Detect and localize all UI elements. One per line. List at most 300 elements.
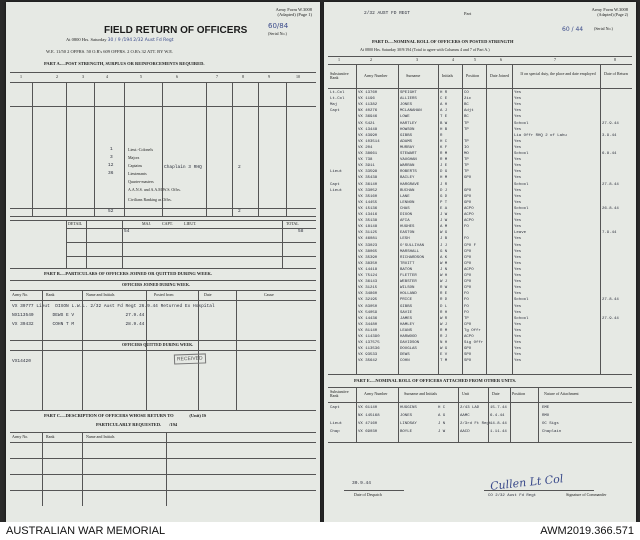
rank-label: Civilians Ranking as Offrs. (128, 197, 172, 202)
cell-no: VX 14455 (358, 200, 378, 205)
cell-unit: 2/43 LAD (460, 406, 480, 410)
cell-ini: J B (440, 237, 448, 242)
cell-pos: Tg Offr (464, 328, 481, 333)
cell-pos: CPO (464, 255, 472, 260)
we-number: 12 (108, 163, 114, 168)
cell-name: GIBBS (400, 304, 413, 309)
cell-note: Yes (514, 200, 522, 205)
stamp: RECEIVED (174, 353, 206, 364)
cell-pos: TP (464, 121, 469, 126)
cell-ini: J J (440, 243, 448, 248)
rank-label: Lieutenants (128, 171, 147, 176)
col-num: 2 (56, 74, 58, 79)
cell-note: Yes (514, 341, 522, 346)
cell-pos: SPO (464, 353, 472, 358)
cell-name: WEBSTER (400, 280, 417, 285)
cell-date: 6.4.44 (490, 414, 505, 418)
col-head: Army No. (12, 292, 29, 297)
cell-rank: Capt (330, 406, 340, 410)
signature-label: Signature of Commander (566, 492, 607, 497)
cell-ini: W M (440, 261, 448, 266)
cell-pos: MO (464, 152, 469, 156)
cell-ini: B W (440, 121, 448, 126)
cell-ini: A G (438, 414, 446, 418)
cell-note: Yes (514, 164, 522, 169)
cell-name: LOWE (400, 115, 410, 120)
cell-ini: J W (440, 213, 448, 217)
archive-footer (0, 522, 640, 540)
col-num: 8 (242, 74, 244, 79)
cell-no: VX 36946 (358, 115, 378, 120)
cell-note: Yes (514, 243, 522, 248)
cell-d8: 7.9.44 (602, 231, 617, 236)
cell-name: EASTON (400, 231, 415, 236)
cell-no: VX 31215 (358, 286, 378, 291)
cell-no: VX 47160 (358, 422, 378, 426)
cell-rank: Chap (330, 430, 340, 434)
serial-label: (Serial No.) (594, 26, 613, 31)
cell-no: VX 69030 (358, 430, 378, 434)
cell-name: DIXON (400, 213, 413, 217)
cell-no: VX 93533 (358, 353, 378, 358)
cell-note: Yes (514, 225, 522, 230)
cell-ini: E A (440, 206, 448, 211)
cell-name: JONES (400, 414, 413, 418)
rank-label: Lieut.-Colonels (128, 147, 153, 152)
cell-name: DAVIDSON (400, 341, 420, 346)
cell-pos: 2ic (464, 97, 472, 102)
cell-note: Yes (514, 213, 522, 217)
we-number: 1 (110, 147, 113, 152)
cell-name: FLETTER (400, 274, 417, 278)
part-e-heading: PART E.—NOMINAL ROLL OF OFFICERS ATTACHED FROM OTHER UNITS. (354, 378, 517, 383)
cell-name: HARTLEY (400, 121, 417, 126)
part-a-heading: PART A.—POST STRENGTH, SURPLUS OR REINFORCEMENTS REQUIRED. (44, 61, 205, 66)
quitted-heading: OFFICERS QUITTED DURING WEEK. (122, 342, 194, 347)
cell-note: Yes (514, 194, 522, 199)
col-head: Rank (46, 434, 55, 439)
cell-no: VX 14436 (358, 316, 378, 321)
cell-ini: J N (438, 422, 446, 426)
cell-pos: Adjt (464, 109, 474, 114)
cell-d8: 27.8.44 (602, 182, 619, 187)
cell-ini: W J (440, 322, 448, 327)
col-head: Surname and Initials (404, 391, 438, 396)
col-num: 5 (140, 74, 142, 79)
cell-att: OC Sigs (542, 422, 559, 426)
col-head: Date (204, 292, 212, 297)
cell-note: Yes (514, 145, 522, 150)
cell-name: HAMLEY (400, 322, 415, 327)
cell-no: VX 83050 (358, 304, 378, 309)
cell-pos: TP (464, 164, 469, 169)
cell-no: VX 35390 (358, 255, 378, 260)
cell-no: VX 33598 (358, 170, 378, 175)
cell-no: VX 61140 (358, 406, 378, 410)
cell-pos: CPO (464, 322, 472, 327)
cell-no: VX 204 (358, 145, 373, 150)
col-num: 5 (474, 57, 476, 62)
detail-value: 54 (124, 229, 130, 234)
cell-no: NX 40276 (358, 109, 378, 114)
cell-pos: CPO (464, 286, 472, 291)
cell-date: 14.8.44 (490, 422, 507, 426)
cell-note: Yes (514, 261, 522, 266)
col-head: Name and Initials (86, 434, 115, 439)
cell-name: GIBBS (400, 133, 413, 138)
cell-note: Yes (514, 322, 522, 327)
cell-name: BUCHAN (400, 188, 415, 193)
cell-name: ROBERTS (400, 170, 417, 175)
cell-rank: Capt (330, 109, 340, 114)
col-head: Position (466, 73, 480, 78)
cell-ini: G N (440, 249, 448, 254)
cell-no: VX 18148 (358, 225, 378, 230)
cell-ini: P T (440, 200, 448, 205)
cell-ini: T E (440, 115, 448, 120)
part-c-heading: PART C.—DESCRIPTION OF OFFICERS WHOSE RETURN TO (Unit) IS (44, 413, 207, 418)
cell-pos: GPO (464, 194, 472, 199)
cell-note: Yes (514, 139, 522, 144)
cell-no: VX 15136 (358, 206, 378, 211)
cell-ini: J E (440, 164, 448, 169)
part-c-subheading: PARTICULARLY REQUESTED. /194 (96, 422, 178, 427)
cell-name: JONES (400, 103, 413, 108)
cell-name: HOWSON (400, 127, 415, 132)
cell-no: VX 43990 (358, 133, 378, 138)
cell-note: Yes (514, 335, 522, 339)
we-line: W.E. 11/50 2 OFFRS. 50 O.R's 609 OFFRS. 2 O.R's 32 ATT. BY W.E. (46, 49, 174, 54)
cell-att: RMO (542, 414, 550, 418)
cell-pos: IO (464, 145, 469, 150)
form-ref: Army Form W.3008 (Adapted) (Page 2) (591, 7, 628, 17)
cell-no: VX 38065 (358, 249, 378, 254)
cell-rank: Lt-Col (330, 97, 345, 102)
cell-ini: D J (440, 188, 448, 193)
col-num: 4 (452, 57, 454, 62)
rank-label: Captains (128, 163, 142, 168)
cell-pos: FO (464, 292, 469, 297)
cell-no: VX 137575 (358, 341, 380, 346)
col-head: Nature of Attachment (544, 391, 579, 396)
cell-note: Yes (514, 328, 522, 333)
cell-pos: FO (464, 237, 469, 242)
cell-note: Yes (514, 286, 522, 291)
total-a: 52 (108, 209, 114, 214)
cell-note: School (514, 182, 529, 187)
cell-note: Yes (514, 176, 522, 181)
cell-name: HOLLAND (400, 292, 417, 297)
cell-pos: FO (464, 310, 469, 315)
commander-unit: CO 2/32 Aust Fd Regt (488, 494, 537, 498)
cell-ini: K F (440, 145, 448, 150)
cell-pos: FO (464, 225, 469, 230)
cell-no: VX 113536 (358, 347, 380, 352)
col-head: If on special duty, the place and date employed (520, 71, 596, 76)
cell-name: HARGRAVE (400, 182, 420, 187)
cell-note: Yes (514, 280, 522, 285)
cell-name: MARSHALL (400, 249, 420, 254)
serial-number: 60 / 44 (562, 26, 584, 33)
cell-no: VX 38661 (358, 152, 378, 156)
cell-ini: A M (440, 225, 448, 230)
cell-date: 15.7.44 (490, 406, 507, 410)
cell-name: LENNON (400, 200, 415, 205)
rank-label: Quarter-masters (128, 179, 154, 184)
cell-pos: TP (464, 127, 469, 132)
joined-heading: OFFICERS JOINED DURING WEEK. (122, 282, 190, 287)
cell-note: Yes (514, 97, 522, 102)
cell-name: ADAMS (400, 139, 413, 144)
we-number: 36 (108, 171, 114, 176)
detail-label: LIEUT. (184, 221, 197, 226)
commander-signature: Cullen Lt Col (489, 472, 564, 493)
cell-no: VX 36143 (358, 280, 378, 285)
cell-ini: D G (440, 170, 448, 175)
cell-name: DEWS (400, 353, 410, 358)
col-num: 8 (614, 57, 616, 62)
cell-note: Yes (514, 115, 522, 120)
col-head: Date (492, 391, 500, 396)
cell-pos: ACPO (464, 206, 474, 211)
cell-note: Yes (514, 274, 522, 278)
cell-note: School (514, 206, 529, 211)
cell-name: JAMES (400, 316, 413, 321)
col-num: 10 (296, 74, 300, 79)
detail-label: DETAIL (68, 221, 83, 226)
cell-note: Yes (514, 237, 522, 242)
cell-no: VX 738 (358, 158, 373, 163)
col-head: Army Number (364, 391, 388, 396)
cell-no: VX 114390 (358, 335, 380, 339)
cell-no: VX 33052 (358, 188, 378, 193)
cell-pos: TP (464, 170, 469, 175)
cell-no: VX 38350 (358, 261, 378, 266)
cell-unit: 2/3rd Ft Regt (460, 422, 492, 426)
cell-no: VX 11382 (358, 103, 378, 108)
cell-pos: ACPO (464, 213, 474, 217)
header-page: Part (464, 11, 472, 16)
cell-no: VX 31125 (358, 231, 378, 236)
col-head: Substantive Rank (330, 389, 349, 398)
cell-ini: G D (440, 194, 448, 199)
rank-label: Majors (128, 155, 140, 160)
cell-no: VX 35160 (358, 194, 378, 199)
cell-note: School (514, 316, 529, 321)
cell-ini: A K (440, 255, 448, 260)
cell-note: Yes (514, 127, 522, 132)
part-b-heading: PART B.—PARTICULARS OF OFFICERS JOINED OR QUITTED DURING WEEK. (44, 271, 212, 276)
cell-no: VX 103514 (358, 139, 380, 144)
cell-name: BAILEY (400, 176, 415, 181)
cell-ini: N H (440, 341, 448, 346)
col-num: 2 (370, 57, 372, 62)
cell-name: COHN (400, 359, 410, 364)
cell-ini: E V (440, 353, 448, 358)
cell-no: VX 13760 (358, 91, 378, 95)
cell-ini: H C (438, 406, 446, 410)
cell-name: MCLANAHAN (400, 109, 422, 114)
quitted-row: VX14420 (12, 359, 31, 364)
cell-ini: J N (440, 267, 448, 272)
col-num: 6 (500, 57, 502, 62)
cell-note: Yes (514, 267, 522, 272)
cell-unit: AAMC (460, 414, 470, 418)
cell-note: Yes (514, 109, 522, 114)
cell-rank: Lieut (330, 188, 343, 193)
cell-d8: 27.9.44 (602, 316, 619, 321)
cell-d8: 27.8.44 (602, 298, 619, 303)
part-d-at: At 0800 Hrs. Saturday 30/9/194 (Total to agree with Columns 4 and 7 of Part A.) (360, 47, 490, 52)
col-num: 3 (416, 57, 418, 62)
detail-value: 58 (298, 229, 304, 234)
cell-pos: TP (464, 316, 469, 321)
cell-no: VX 34480 (358, 322, 378, 327)
cell-att: EME (542, 406, 550, 410)
col-num: 3 (82, 74, 84, 79)
cell-ini: J R (440, 182, 448, 187)
cell-pos: FO (464, 298, 469, 303)
cell-name: SPEIGHT (400, 91, 417, 95)
cell-ini: C E (440, 97, 448, 102)
cell-name: CHAS (400, 206, 410, 211)
cell-note: School (514, 152, 529, 156)
cell-name: HUGHES (400, 225, 415, 230)
cell-ini: A J (440, 109, 448, 114)
cell-name: VAUGHAN (400, 158, 417, 163)
cell-pos: CPO F (464, 243, 477, 248)
detail-label: TOTAL (286, 221, 299, 226)
cell-note: Yes (514, 255, 522, 260)
cell-pos: ACPO (464, 267, 474, 272)
cell-ini: W G (440, 231, 448, 236)
cell-d8: 6.8.44 (602, 152, 617, 156)
cell-name: LINDSAY (400, 422, 417, 426)
cell-name: HUGGINS (400, 406, 417, 410)
col-head: Surname (406, 73, 421, 78)
cell-ini: H C (440, 139, 448, 144)
cell-rank: Lt-Col (330, 91, 345, 95)
cell-name: SAVIE (400, 310, 413, 315)
cell-name: WILSON (400, 286, 415, 291)
despatch-date: 30.9.44 (352, 481, 371, 486)
cell-ini: H M (440, 176, 448, 181)
cell-ini: H R (440, 91, 448, 95)
joined-row: NX113540 DEWS E V 27.9.44 (12, 313, 145, 318)
cell-note: Yes (514, 219, 522, 224)
cell-pos: SPO (464, 359, 472, 364)
joined-row: VX 39432 COHN T M 28.9.44 (12, 322, 145, 327)
cell-pos: CPO (464, 249, 472, 254)
col-head: Date of Return (604, 71, 628, 76)
cell-no: VX 35438 (358, 176, 378, 181)
col-head: Unit (462, 391, 470, 396)
cell-no: VX 35642 (358, 359, 378, 364)
col-head: Substantive Rank (330, 71, 349, 80)
cell-ini: R H (440, 310, 448, 315)
cell-ini: W G (440, 347, 448, 352)
serial-label: (Serial No.) (268, 31, 287, 36)
cell-name: BOYLE (400, 430, 413, 434)
cell-ini: R M (440, 152, 448, 156)
col-num: 9 (268, 74, 270, 79)
form-ref: Army Form W.3008 (Adapted) (Page 1) (275, 7, 312, 17)
cell-pos: CPO (464, 261, 472, 266)
we-number: 3 (110, 155, 113, 160)
cell-ini: J W (440, 219, 448, 224)
cell-ini: T M (440, 359, 448, 364)
cell-ini: R M (440, 328, 448, 333)
cell-no: NX 145168 (358, 414, 380, 418)
col-head: Posted from (154, 292, 174, 297)
cell-note: Yes (514, 347, 522, 352)
right-page (324, 2, 636, 522)
cell-date: 1.11.44 (490, 430, 507, 434)
detail-label: MAJ. (142, 221, 152, 226)
cell-pos: BC (464, 103, 469, 108)
col-head: Name and Initials (86, 292, 115, 297)
cell-note: Yes (514, 304, 522, 309)
total-b: 2 (238, 209, 241, 214)
cell-pos: ACPO (464, 219, 474, 224)
serial-number: 60/84 (268, 22, 289, 30)
archive-name: AUSTRALIAN WAR MEMORIAL (6, 525, 166, 537)
cell-note: Yes (514, 249, 522, 254)
cell-no: VX 1196 (358, 97, 375, 102)
cell-name: DOUGLAS (400, 347, 417, 352)
cell-name: TRUITT (400, 261, 415, 266)
cell-note: Yes (514, 188, 522, 193)
cell-pos: GPO (464, 176, 472, 181)
cell-no: VX 32195 (358, 298, 378, 303)
cell-d8: 26.8.44 (602, 206, 619, 211)
at-line: At 0800 Hrs. Saturday 30 / 9 /194 2/32 Aust Fd Regt (66, 37, 174, 43)
cell-no: VX 35138 (358, 219, 378, 224)
col-head: Army Number (364, 73, 388, 78)
cell-pos: FO (464, 304, 469, 309)
cell-ini: R D (440, 298, 448, 303)
cell-pos: TP (464, 139, 469, 144)
cell-ini: W H (440, 274, 448, 278)
col-head: Army No. (12, 434, 29, 439)
left-page (6, 2, 320, 522)
cell-unit: AACD (460, 430, 470, 434)
cell-name: WARRAN (400, 164, 415, 169)
part-d-heading: PART D.—NOMINAL ROLL OF OFFICERS ON POSTED STRENGTH (372, 39, 514, 44)
cell-pos: GPO (464, 200, 472, 205)
joined-row: VX 39777 Lieut DIXON L.W.L. 2/32 Aust Fd Regt 26.9.44 Returned Ex Hospital (12, 304, 215, 309)
cell-d8: 27.9.44 (602, 121, 619, 126)
cell-note: Yes (514, 359, 522, 364)
cell-no: VX 75124 (358, 274, 378, 278)
cell-no: VX 34860 (358, 292, 378, 297)
cell-pos: CPO (464, 280, 472, 285)
cell-pos: TP (464, 158, 469, 163)
cell-ini: H B (440, 127, 448, 132)
despatch-label: Date of Despatch (354, 492, 382, 497)
cell-ini: W J (440, 280, 448, 285)
cell-note: School (514, 121, 529, 126)
page-title: FIELD RETURN OF OFFICERS (104, 25, 248, 36)
cell-no: VX 46081 (358, 237, 378, 242)
cell-no: VX 54059 (358, 310, 378, 315)
cell-ini: R E (440, 292, 448, 297)
cell-name: RICHARDSON (400, 255, 425, 260)
cell-note: Yes (514, 103, 522, 108)
col-head: Position (512, 391, 526, 396)
cell-name: MURRAY (400, 145, 415, 150)
cell-rank: Capt (330, 182, 340, 187)
